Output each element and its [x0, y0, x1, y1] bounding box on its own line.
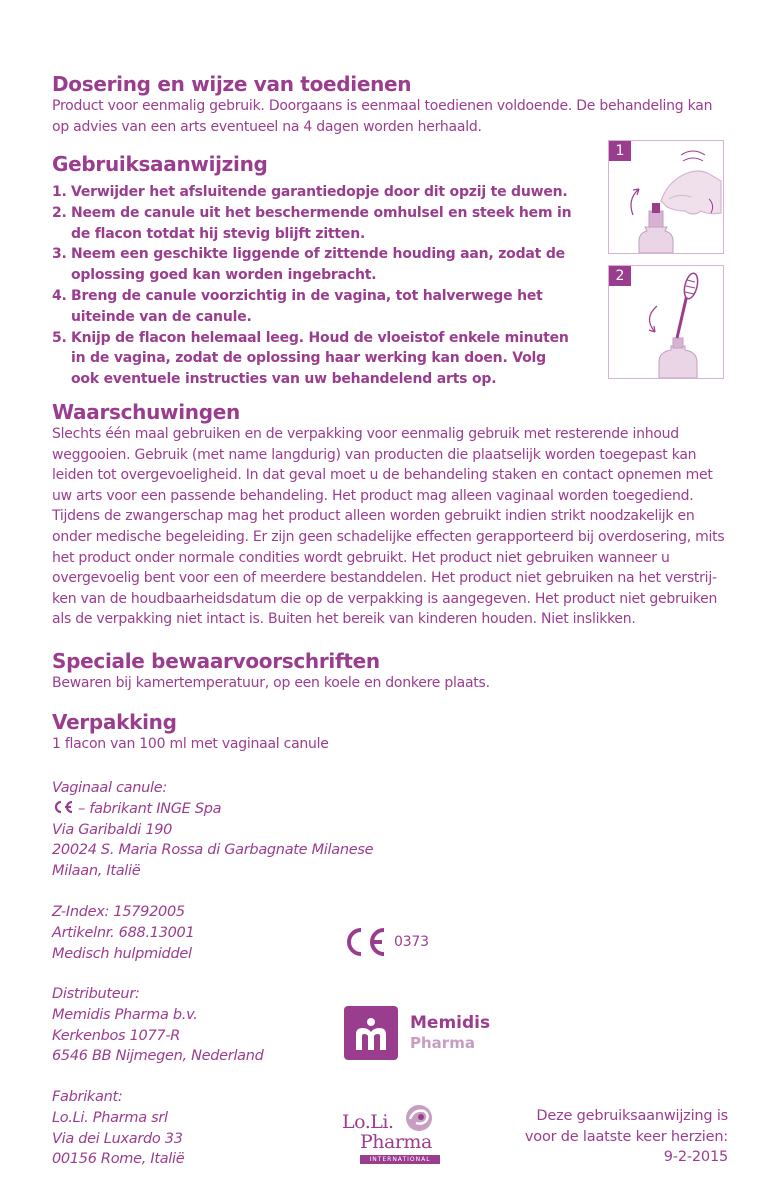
canule-heading: Vaginaal canule:: [52, 780, 167, 796]
step-number: 5.: [52, 329, 67, 346]
canule-manufacturer-block: [52, 778, 452, 882]
heading-dosering: Dosering en wijze van toedienen: [52, 72, 412, 96]
revision-note: [508, 1106, 728, 1168]
text-bewaarvoorschriften: Bewaren bij kamertemperatuur, op een koele en donkere plaats.: [52, 675, 490, 691]
canule-manufacturer: – fabrikant INGE Spa: [78, 800, 222, 817]
step-item: [52, 286, 572, 328]
figure-step-2: [608, 265, 724, 379]
step-number: 3.: [52, 246, 67, 263]
ce-mark: [344, 927, 429, 957]
section-bewaarvoorschriften: [52, 649, 728, 694]
step-item: [52, 328, 572, 390]
manufacturer-heading: Fabrikant:: [52, 1089, 123, 1105]
memidis-logo-text: [410, 1013, 490, 1053]
step-item: [52, 203, 572, 245]
canule-street: Via Garibaldi 190: [52, 821, 173, 838]
memidis-logo: [344, 1006, 490, 1060]
text-dosering: Product voor eenmalig gebruik. Doorgaans is eenmaal toedienen voldoende. De behandeling kan op advies van een arts eventueel na 4 dagen worden herhaald.: [52, 98, 713, 135]
text-waarschuwingen: Slechts één maal gebruiken en de verpakking voor eenmalig gebruik met resterende inhoud weggooien. Gebruik (met name langdurig) van producten die plaatselijk worden toegepast kan leiden tot overgevoeligheid. In dat geval moet u de behandeling staken en contact opnemen met uw arts voor een passende behandeling. Het product mag alleen vaginaal worden toegediend. Tijdens de zwangerschap mag het product alleen worden gebruikt indien strikt noodzakelijk en onder medische begeleiding. Er zijn geen schadelijke effecten gerapporteerd bij overdosering, mits het product onder normale condities wordt gebruikt. Het product niet gebruiken wanneer u overgevoelig bent voor een of meerdere bestanddelen. Het product niet gebruiken na het verstrij-ken van de houdbaarheidsdatum die op de verpakking is aangegeven. Het product niet gebruiken als de verpakking niet intact is. Buiten het bereik van kinderen houden. Niet inslikken.: [52, 426, 725, 628]
heading-waarschuwingen: Waarschuwingen: [52, 400, 240, 424]
step-number: 4.: [52, 287, 67, 304]
cap-removal-illustration-icon: [609, 141, 723, 253]
figure-badge: 1: [609, 141, 631, 161]
step-text: Verwijder het afsluitende garantiedopje door dit opzij te duwen.: [71, 184, 568, 200]
section-waarschuwingen: [52, 400, 728, 630]
memidis-word: Memidis: [410, 1013, 491, 1033]
loli-swirl-icon: [404, 1103, 434, 1133]
figure-badge: 2: [609, 266, 631, 286]
loli-pharma-word: Pharma: [360, 1131, 432, 1153]
canule-country: Milaan, Italië: [52, 863, 141, 880]
ce-mark-small-icon: [52, 800, 74, 814]
article-number: Artikelnr. 688.13001: [52, 924, 195, 941]
distributor-street: Kerkenbos 1077-R: [52, 1027, 181, 1044]
canule-manufacturer-line: [52, 799, 452, 820]
heading-gebruiksaanwijzing: Gebruiksaanwijzing: [52, 152, 268, 176]
step-text: Neem de canule uit het beschermende omhulsel en steek hem in de flacon totdat hij stevig blijft zitten.: [71, 204, 572, 242]
loli-logo-word: Lo.Li.: [342, 1111, 394, 1133]
revision-date: 9-2-2015: [663, 1149, 728, 1165]
manufacturer-street: Via dei Luxardo 33: [52, 1130, 183, 1147]
revision-line: Deze gebruiksaanwijzing is: [536, 1108, 728, 1124]
step-text: Neem een geschikte liggende of zittende houding aan, zodat de oplossing goed kan worden ingebracht.: [71, 246, 565, 284]
loli-pharma-logo: [342, 1103, 446, 1165]
distributor-name: Memidis Pharma b.v.: [52, 1006, 198, 1023]
distributor-city: 6546 BB Nijmegen, Nederland: [52, 1048, 264, 1065]
canule-city: 20024 S. Maria Rossa di Garbagnate Milanese: [52, 842, 374, 859]
z-index: Z-Index: 15792005: [52, 904, 185, 920]
heading-bewaarvoorschriften: Speciale bewaarvoorschriften: [52, 649, 380, 673]
figure-step-1: [608, 140, 724, 254]
loli-international-word: INTERNATIONAL: [360, 1155, 440, 1164]
pharma-word: Pharma: [410, 1034, 475, 1052]
step-item: [52, 244, 572, 286]
heading-verpakking: Verpakking: [52, 710, 177, 734]
step-text: Breng de canule voorzichtig in de vagina, tot halverwege het uiteinde van de canule.: [71, 287, 543, 325]
section-dosering: [52, 72, 728, 137]
step-item: [52, 182, 572, 203]
manufacturer-name: Lo.Li. Pharma srl: [52, 1109, 168, 1126]
steps-list: [52, 182, 572, 390]
distributor-heading: Distributeur:: [52, 986, 140, 1002]
step-text: Knijp de flacon helemaal leeg. Houd de vloeistof enkele minuten in de vagina, zodat de oplossing haar werking kan doen. Volg ook eventuele instructies van uw behandelend arts op.: [71, 329, 569, 388]
ce-mark-icon: [344, 927, 386, 957]
step-number: 2.: [52, 204, 67, 221]
memidis-logo-icon: [344, 1006, 398, 1060]
revision-line: voor de laatste keer herzien:: [524, 1128, 728, 1145]
canule-insertion-illustration-icon: [609, 266, 723, 378]
text-verpakking: 1 flacon van 100 ml met vaginaal canule: [52, 736, 329, 752]
step-number: 1.: [52, 184, 67, 200]
section-verpakking: [52, 710, 728, 755]
manufacturer-city: 00156 Rome, Italië: [52, 1151, 185, 1168]
device-class: Medisch hulpmiddel: [52, 945, 192, 962]
notified-body-number: 0373: [394, 934, 429, 950]
